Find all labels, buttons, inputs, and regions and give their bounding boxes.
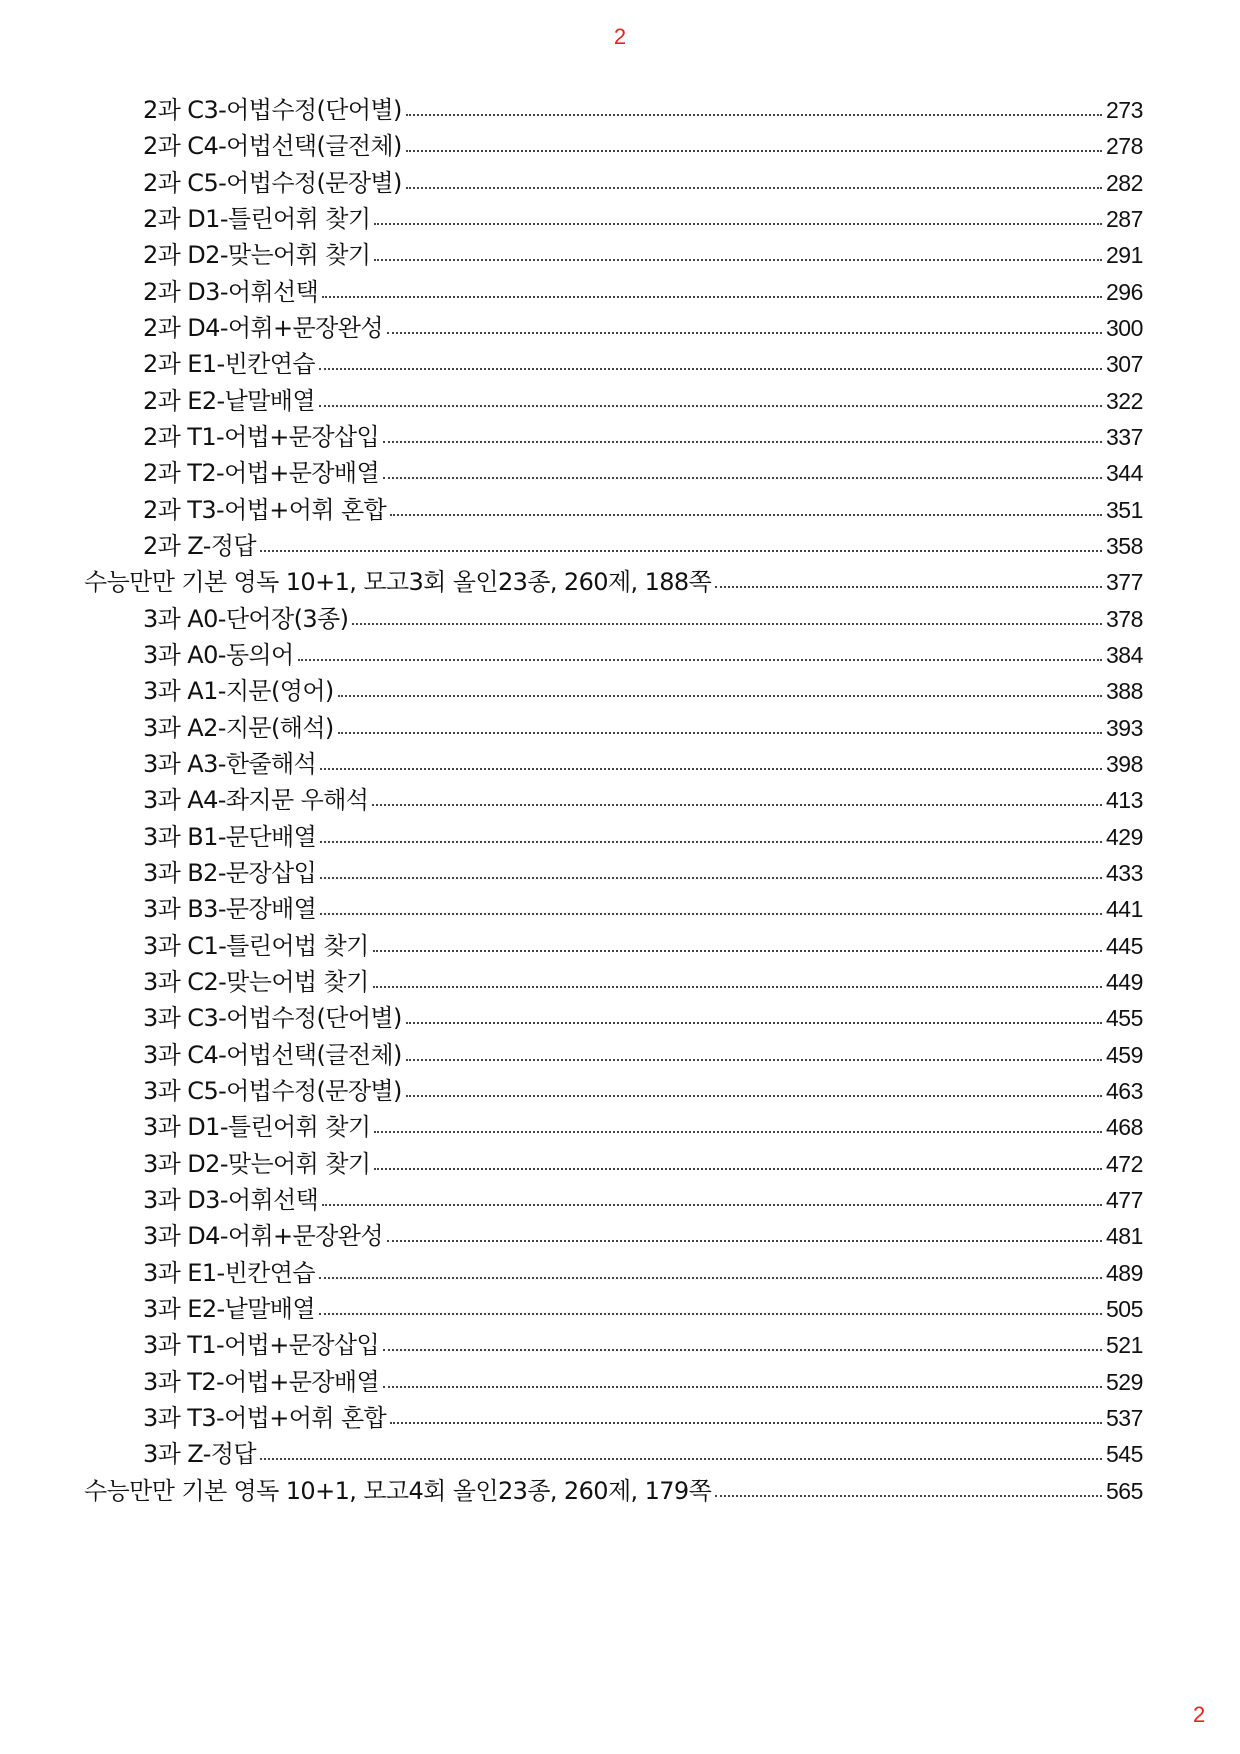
toc-entry-title: 3과 C4-어법선택(글전체) <box>143 1040 402 1069</box>
toc-entry[interactable] <box>0 1395 1240 1433</box>
dot-leader <box>319 405 1102 407</box>
toc-entry-page-number: 477 <box>1106 1186 1143 1213</box>
toc-entry-page-number: 337 <box>1106 423 1143 450</box>
dot-leader <box>406 187 1102 189</box>
toc-entry[interactable] <box>0 741 1240 779</box>
toc-entry-title: 3과 D1-틀린어휘 찾기 <box>143 1113 371 1142</box>
dot-leader <box>406 1059 1102 1061</box>
toc-entry[interactable] <box>0 160 1240 198</box>
toc-entry-page-number: 481 <box>1106 1223 1143 1250</box>
dot-leader <box>383 1349 1102 1351</box>
toc-entry-page-number: 384 <box>1106 641 1143 668</box>
toc-entry-title: 3과 C3-어법수정(단어별) <box>143 1004 402 1033</box>
dot-leader <box>320 768 1102 770</box>
dot-leader <box>322 296 1102 298</box>
toc-entry-page-number: 529 <box>1106 1368 1143 1395</box>
toc-entry-page-number: 455 <box>1106 1005 1143 1032</box>
dot-leader <box>373 986 1102 988</box>
dot-leader <box>374 1131 1102 1133</box>
toc-entry[interactable] <box>0 596 1240 634</box>
dot-leader <box>390 514 1102 516</box>
toc-entry-title: 3과 C2-맞는어법 찾기 <box>143 967 369 996</box>
dot-leader <box>338 732 1102 734</box>
dot-leader <box>374 223 1102 225</box>
toc-entry-title: 3과 T3-어법+어휘 혼합 <box>143 1403 387 1432</box>
toc-entry-title: 3과 B1-문단배열 <box>143 822 317 851</box>
toc-entry-title: 2과 D2-맞는어휘 찾기 <box>143 241 371 270</box>
toc-entry-title: 2과 C5-어법수정(문장별) <box>143 168 402 197</box>
toc-entry-title: 3과 Z-정답 <box>143 1440 256 1469</box>
toc-entry[interactable] <box>0 196 1240 234</box>
toc-entry[interactable] <box>0 959 1240 997</box>
toc-entry-title: 3과 A4-좌지문 우해석 <box>143 786 369 815</box>
toc-entry-page-number: 565 <box>1106 1477 1143 1504</box>
dot-leader <box>383 477 1102 479</box>
toc-entry-title: 수능만만 기본 영독 10+1, 모고3회 올인23종, 260제, 188쪽 <box>84 568 712 597</box>
toc-entry-page-number: 344 <box>1106 460 1143 487</box>
toc-entry-page-number: 445 <box>1106 932 1143 959</box>
toc-entry[interactable] <box>0 123 1240 161</box>
toc-entry-title: 3과 B3-문장배열 <box>143 895 317 924</box>
dot-leader <box>383 441 1102 443</box>
toc-entry-page-number: 521 <box>1106 1332 1143 1359</box>
toc-entry-title: 3과 T2-어법+문장배열 <box>143 1367 380 1396</box>
toc-entry-title: 3과 D4-어휘+문장완성 <box>143 1222 383 1251</box>
toc-entry-title: 2과 T2-어법+문장배열 <box>143 459 380 488</box>
toc-entry-title: 2과 D3-어휘선택 <box>143 277 319 306</box>
dot-leader <box>390 1422 1102 1424</box>
dot-leader <box>715 586 1102 588</box>
toc-entry[interactable] <box>0 87 1240 125</box>
toc-entry-title: 2과 T1-어법+문장삽입 <box>143 422 380 451</box>
toc-entry[interactable] <box>0 1141 1240 1179</box>
toc-entry-title: 3과 E2-낱말배열 <box>143 1294 315 1323</box>
toc-entry-title: 수능만만 기본 영독 10+1, 모고4회 올인23종, 260제, 179쪽 <box>84 1476 712 1505</box>
dot-leader <box>319 1277 1102 1279</box>
toc-entry[interactable] <box>0 414 1240 452</box>
dot-leader <box>372 804 1102 806</box>
toc-entry[interactable] <box>0 1431 1240 1469</box>
dot-leader <box>320 913 1102 915</box>
dot-leader <box>352 623 1102 625</box>
toc-entry-page-number: 307 <box>1106 351 1143 378</box>
toc-entry[interactable] <box>0 995 1240 1033</box>
toc-entry-page-number: 463 <box>1106 1077 1143 1104</box>
toc-entry-title: 2과 D4-어휘+문장완성 <box>143 313 383 342</box>
toc-entry[interactable] <box>0 1104 1240 1142</box>
toc-entry[interactable] <box>0 850 1240 888</box>
toc-entry[interactable] <box>0 269 1240 307</box>
toc-entry[interactable] <box>0 450 1240 488</box>
toc-entry-page-number: 296 <box>1106 278 1143 305</box>
toc-entry[interactable] <box>0 341 1240 379</box>
toc-entry-page-number: 278 <box>1106 133 1143 160</box>
toc-entry[interactable] <box>0 886 1240 924</box>
toc-entry-title: 2과 Z-정답 <box>143 531 256 560</box>
toc-entry-page-number: 537 <box>1106 1404 1143 1431</box>
toc-entry[interactable] <box>0 668 1240 706</box>
toc-entry-page-number: 393 <box>1106 714 1143 741</box>
toc-entry[interactable] <box>0 1032 1240 1070</box>
dot-leader <box>406 1022 1102 1024</box>
toc-entry[interactable] <box>0 1213 1240 1251</box>
dot-leader <box>260 1458 1102 1460</box>
toc-section-entry[interactable] <box>0 559 1240 597</box>
toc-entry-title: 3과 D3-어휘선택 <box>143 1185 319 1214</box>
toc-entry[interactable] <box>0 487 1240 525</box>
toc-entry-page-number: 282 <box>1106 169 1143 196</box>
toc-entry[interactable] <box>0 923 1240 961</box>
toc-entry-page-number: 468 <box>1106 1114 1143 1141</box>
dot-leader <box>374 1168 1102 1170</box>
toc-entry-page-number: 287 <box>1106 205 1143 232</box>
toc-entry-page-number: 459 <box>1106 1041 1143 1068</box>
toc-entry-page-number: 291 <box>1106 242 1143 269</box>
toc-entry-page-number: 358 <box>1106 532 1143 559</box>
dot-leader <box>387 332 1102 334</box>
toc-entry[interactable] <box>0 814 1240 852</box>
toc-entry-page-number: 377 <box>1106 569 1143 596</box>
toc-entry-title: 3과 A0-단어장(3종) <box>143 604 349 633</box>
toc-entry-page-number: 273 <box>1106 97 1143 123</box>
page-number-bottom: 2 <box>1193 1702 1206 1727</box>
dot-leader <box>338 695 1102 697</box>
toc-entry-page-number: 413 <box>1106 787 1143 814</box>
toc-entry[interactable] <box>0 1322 1240 1360</box>
toc-entry[interactable] <box>0 378 1240 416</box>
toc-entry-title: 3과 E1-빈칸연습 <box>143 1258 315 1287</box>
toc-entry[interactable] <box>0 632 1240 670</box>
toc-entry[interactable] <box>0 232 1240 270</box>
toc-entry-page-number: 398 <box>1106 750 1143 777</box>
dot-leader <box>319 368 1102 370</box>
dot-leader <box>322 1204 1102 1206</box>
toc-entry-title: 3과 A3-한줄해석 <box>143 749 317 778</box>
dot-leader <box>715 1495 1102 1497</box>
dot-leader <box>374 259 1102 261</box>
toc-entry-page-number: 472 <box>1106 1150 1143 1177</box>
toc-entry-title: 3과 T1-어법+문장삽입 <box>143 1331 380 1360</box>
toc-entry-title: 3과 D2-맞는어휘 찾기 <box>143 1149 371 1178</box>
toc-entry-page-number: 433 <box>1106 859 1143 886</box>
toc-entry-page-number: 545 <box>1106 1441 1143 1468</box>
toc-entry-title: 3과 C1-틀린어법 찾기 <box>143 931 369 960</box>
toc-entry[interactable] <box>0 777 1240 815</box>
toc-entry[interactable] <box>0 1250 1240 1288</box>
toc-entry-page-number: 441 <box>1106 896 1143 923</box>
dot-leader <box>406 1095 1102 1097</box>
dot-leader <box>387 1240 1102 1242</box>
toc-entry-title: 3과 C5-어법수정(문장별) <box>143 1076 402 1105</box>
toc-entry-title: 2과 C3-어법수정(단어별) <box>143 96 402 124</box>
dot-leader <box>260 550 1102 552</box>
toc-entry-page-number: 449 <box>1106 968 1143 995</box>
toc-entry-page-number: 351 <box>1106 496 1143 523</box>
dot-leader <box>406 150 1102 152</box>
dot-leader <box>298 659 1102 661</box>
toc-entry[interactable] <box>0 305 1240 343</box>
toc-entry[interactable] <box>0 705 1240 743</box>
toc-entry[interactable] <box>0 523 1240 561</box>
toc-section-entry[interactable] <box>0 1468 1240 1506</box>
toc-entry-page-number: 322 <box>1106 387 1143 414</box>
page-number-top: 2 <box>613 24 627 49</box>
toc-entry-title: 2과 T3-어법+어휘 혼합 <box>143 495 387 524</box>
toc-entry[interactable] <box>0 1177 1240 1215</box>
toc-entry[interactable] <box>0 1359 1240 1397</box>
toc-entry-title: 2과 D1-틀린어휘 찾기 <box>143 204 371 233</box>
toc-entry-page-number: 388 <box>1106 678 1143 705</box>
toc-entry-title: 2과 C4-어법선택(글전체) <box>143 132 402 161</box>
toc-entry-page-number: 505 <box>1106 1295 1143 1322</box>
dot-leader <box>319 1313 1102 1315</box>
toc-entry-page-number: 378 <box>1106 605 1143 632</box>
toc-entry-title: 3과 B2-문장삽입 <box>143 858 317 887</box>
dot-leader <box>320 841 1102 843</box>
toc-entry-page-number: 300 <box>1106 314 1143 341</box>
toc-entry-title: 3과 A1-지문(영어) <box>143 677 334 706</box>
dot-leader <box>406 114 1102 116</box>
toc-entry[interactable] <box>0 1286 1240 1324</box>
toc-entry-page-number: 429 <box>1106 823 1143 850</box>
toc-entry-title: 2과 E2-낱말배열 <box>143 386 315 415</box>
dot-leader <box>373 950 1102 952</box>
toc-entry[interactable] <box>0 1068 1240 1106</box>
toc-entry-page-number: 489 <box>1106 1259 1143 1286</box>
dot-leader <box>320 877 1102 879</box>
dot-leader <box>383 1386 1102 1388</box>
toc-entry-title: 2과 E1-빈칸연습 <box>143 350 315 379</box>
toc-entry-title: 3과 A2-지문(해석) <box>143 713 334 742</box>
toc-entry-title: 3과 A0-동의어 <box>143 640 294 669</box>
